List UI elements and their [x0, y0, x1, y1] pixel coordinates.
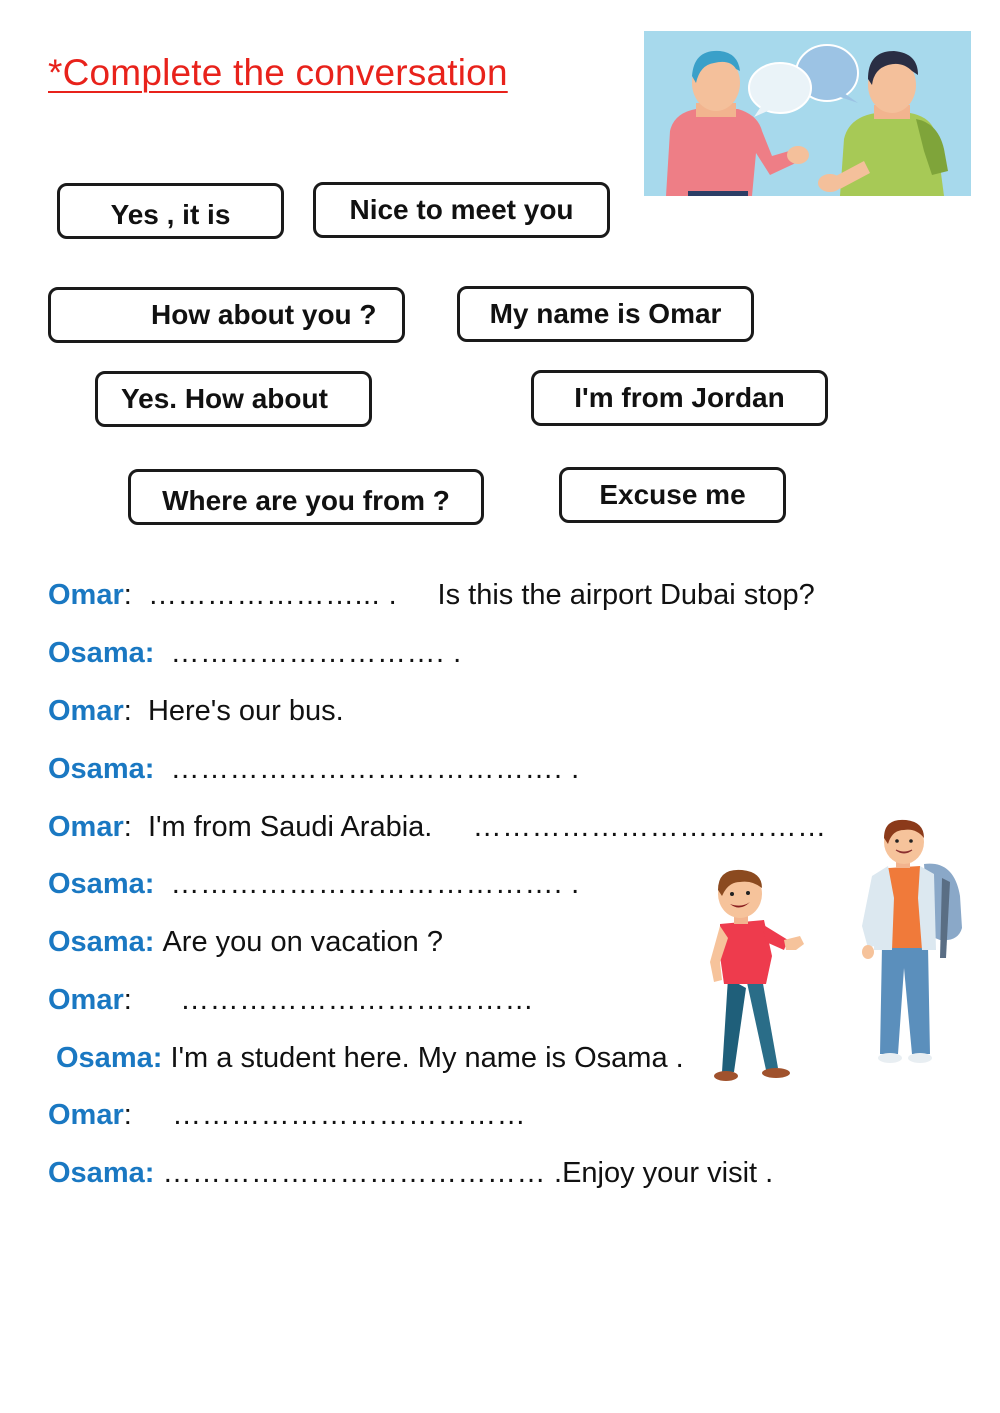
speaker-name: Osama: — [48, 637, 155, 669]
dialogue-text: Are you on vacation ? — [162, 926, 443, 958]
speaker-name: Omar — [48, 984, 124, 1016]
dialogue-line — [48, 752, 580, 786]
word-bank-option-im-from-jordan[interactable]: I'm from Jordan — [531, 370, 828, 426]
boy-waving-icon — [700, 866, 810, 1086]
student-with-backpack-illustration — [858, 818, 968, 1068]
speaker-name: Omar — [48, 579, 124, 611]
boy-red-shirt-illustration — [700, 866, 810, 1086]
answer-blank[interactable]: …………………………………. . — [170, 868, 580, 900]
word-bank-option-how-about-you[interactable]: How about you ? — [48, 287, 405, 343]
dialogue-text: Here's our bus. — [147, 695, 344, 727]
dialogue-line — [56, 1041, 684, 1075]
dialogue-line — [48, 925, 443, 959]
dialogue-line — [48, 810, 827, 844]
word-bank-option-excuse-me[interactable]: Excuse me — [559, 467, 786, 523]
speaker-separator: : — [123, 579, 132, 611]
dialogue-line — [48, 983, 534, 1017]
dialogue-text: .Enjoy your visit . — [554, 1157, 774, 1189]
word-bank-option-yes-how-about[interactable]: Yes. How about — [95, 371, 372, 427]
student-backpack-icon — [858, 818, 968, 1068]
dialogue-text: I'm from Saudi Arabia. — [147, 811, 433, 843]
conversation-illustration — [644, 31, 971, 196]
speaker-separator: : — [123, 1099, 132, 1131]
answer-blank[interactable]: ……………………………… — [472, 811, 827, 843]
speaker-name: Osama: — [48, 753, 155, 785]
answer-blank[interactable]: ………………………. . — [170, 637, 462, 669]
dialogue-text: I'm a student here. My name is Osama . — [170, 1042, 684, 1074]
answer-blank[interactable]: ………………………………… — [162, 1157, 546, 1189]
two-people-talking-icon — [644, 31, 971, 196]
dialogue-line — [48, 1156, 773, 1190]
dialogue-text: Is this the airport Dubai stop? — [437, 579, 815, 611]
speaker-separator: : — [123, 984, 132, 1016]
speaker-name: Osama: — [48, 868, 155, 900]
word-bank-option-my-name-is-omar[interactable]: My name is Omar — [457, 286, 754, 342]
answer-blank[interactable]: ……………………………… — [180, 984, 535, 1016]
answer-blank[interactable]: …………………………………. . — [170, 753, 580, 785]
speaker-name: Omar — [48, 1099, 124, 1131]
speaker-name: Osama: — [56, 1042, 163, 1074]
speaker-separator: : — [123, 811, 132, 843]
dialogue-line — [48, 578, 815, 612]
speaker-name: Osama: — [48, 926, 155, 958]
speaker-name: Osama: — [48, 1157, 155, 1189]
speaker-separator: : — [123, 695, 132, 727]
word-bank-option-nice-to-meet-you[interactable]: Nice to meet you — [313, 182, 610, 238]
dialogue-line — [48, 1098, 526, 1132]
speaker-name: Omar — [48, 695, 124, 727]
dialogue-line — [48, 694, 344, 728]
word-bank-option-where-are-you-from[interactable]: Where are you from ? — [128, 469, 484, 525]
answer-blank[interactable]: ……………………………… — [172, 1099, 527, 1131]
speaker-name: Omar — [48, 811, 124, 843]
page-title: *Complete the conversation — [48, 52, 508, 93]
word-bank-option-yes-it-is[interactable]: Yes , it is — [57, 183, 284, 239]
answer-blank[interactable]: …………………... . — [147, 579, 398, 611]
dialogue-line — [48, 867, 580, 901]
dialogue-line — [48, 636, 462, 670]
